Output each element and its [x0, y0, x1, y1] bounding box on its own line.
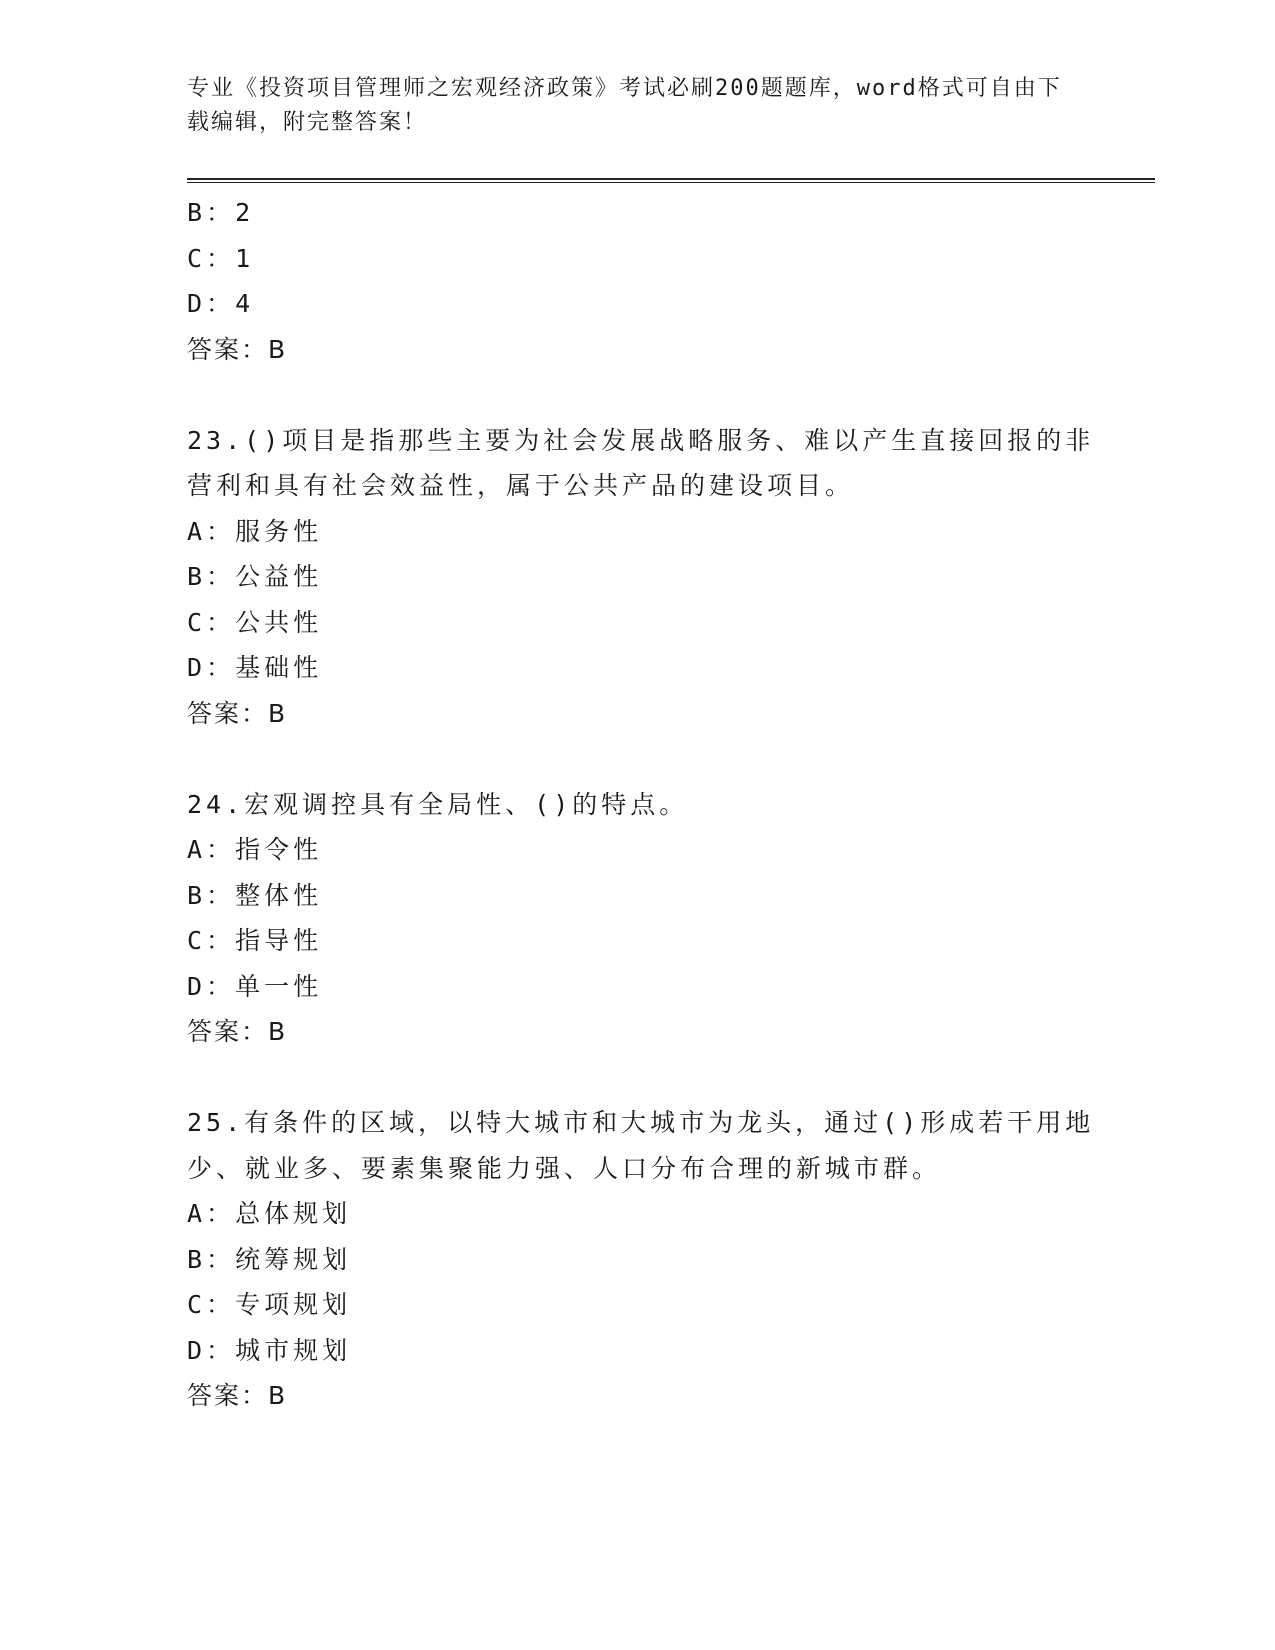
option-c [187, 1282, 1087, 1328]
option-text: 基础性 [235, 653, 323, 682]
option-a [187, 1191, 1087, 1237]
option-letter: A： [187, 1199, 236, 1228]
question-24 [187, 782, 1087, 1055]
option-text: 1 [235, 243, 255, 273]
option-letter: D： [187, 971, 236, 1001]
question-stem-line: 少、就业多、要素集聚能力强、人口分布合理的新城市群。 [187, 1153, 942, 1183]
option-c [187, 236, 1087, 282]
question-gap [187, 736, 1087, 782]
option-text: 公益性 [235, 562, 323, 591]
option-text: 单一性 [235, 971, 323, 1001]
option-b [187, 190, 1087, 236]
option-letter: A： [187, 835, 236, 864]
option-text: 整体性 [235, 880, 323, 910]
option-c [187, 600, 1087, 646]
answer-line: 答案：B [187, 1017, 288, 1046]
option-d [187, 281, 1087, 327]
option-text: 专项规划 [235, 1290, 352, 1319]
option-d [187, 1328, 1087, 1374]
option-b [187, 1237, 1087, 1283]
question-stem-line: 24.宏观调控具有全局性、()的特点。 [187, 789, 689, 819]
question-23 [187, 418, 1095, 737]
question-partial [187, 190, 1087, 372]
option-letter: C： [187, 926, 236, 955]
question-gap [187, 372, 1087, 418]
page-header: 专业《投资项目管理师之宏观经济政策》考试必刷200题题库，word格式可自由下载编辑，附完整答案！ [187, 76, 1062, 135]
option-letter: C： [187, 243, 236, 273]
option-a [187, 509, 1087, 555]
option-text: 公共性 [235, 607, 323, 637]
option-text: 城市规划 [235, 1335, 352, 1365]
option-text: 4 [235, 289, 255, 318]
option-text: 指令性 [235, 835, 323, 864]
option-text: 指导性 [235, 926, 323, 955]
option-text: 统筹规划 [235, 1244, 352, 1274]
option-letter: B： [187, 198, 236, 227]
option-letter: B： [187, 880, 236, 910]
question-stem-line: 25.有条件的区域，以特大城市和大城市为龙头，通过()形成若干用地 [187, 1108, 1095, 1137]
option-c [187, 918, 1087, 964]
option-d [187, 645, 1087, 691]
option-a [187, 827, 1087, 873]
answer-line: 答案：B [187, 698, 288, 728]
question-stem-line: 营利和具有社会效益性，属于公共产品的建设项目。 [187, 471, 855, 500]
option-b [187, 554, 1087, 600]
option-letter: D： [187, 653, 236, 682]
question-stem-line: 23.()项目是指那些主要为社会发展战略服务、难以产生直接回报的非 [187, 425, 1095, 455]
question-gap [187, 1055, 1087, 1101]
option-b [187, 873, 1087, 919]
header-divider [187, 178, 1155, 183]
option-text: 服务性 [235, 516, 323, 546]
option-text: 2 [235, 198, 255, 227]
option-letter: B： [187, 562, 236, 591]
option-letter: A： [187, 516, 236, 546]
answer-line: 答案：B [187, 334, 288, 364]
option-d [187, 964, 1087, 1010]
option-letter: B： [187, 1244, 236, 1274]
question-25 [187, 1100, 1095, 1419]
option-letter: C： [187, 1290, 236, 1319]
option-letter: C： [187, 607, 236, 637]
answer-line: 答案：B [187, 1381, 288, 1410]
option-letter: D： [187, 289, 236, 318]
option-letter: D： [187, 1335, 236, 1365]
option-text: 总体规划 [235, 1199, 352, 1228]
question-list [187, 190, 1095, 1419]
